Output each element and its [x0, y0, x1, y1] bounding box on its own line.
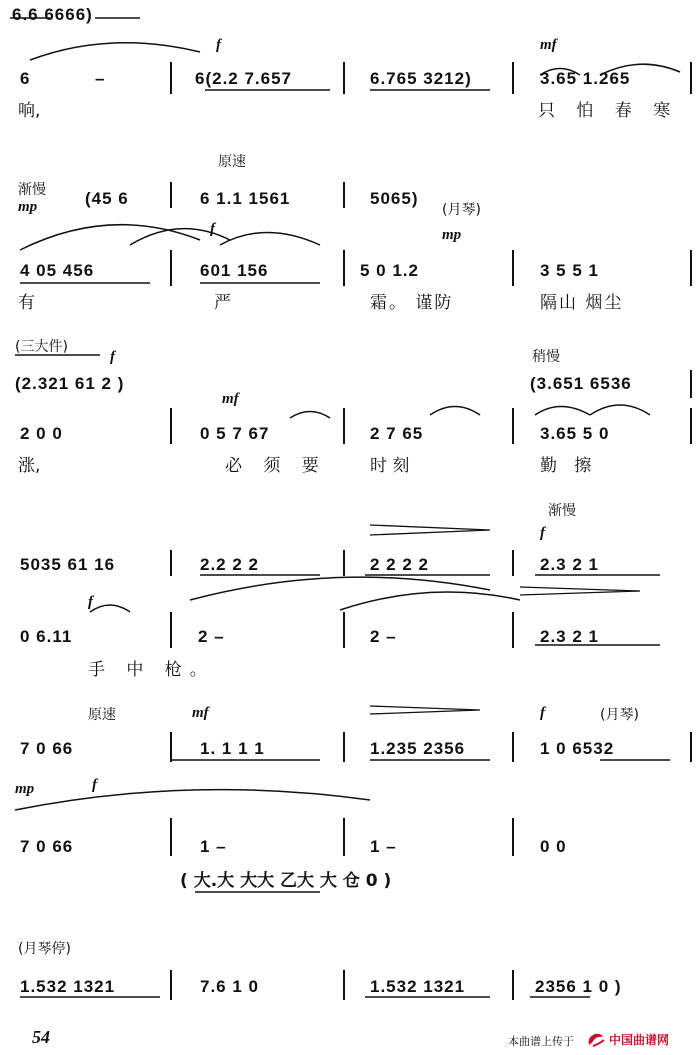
lyrics: 隔山 烟尘: [540, 293, 624, 313]
note: 6 1.1 1561: [200, 189, 291, 208]
note: 3 5 5 1: [540, 261, 599, 280]
note: (45 6: [85, 189, 129, 208]
dynamic-mf: mf: [192, 705, 209, 721]
note: 7 0 66: [20, 739, 74, 758]
dynamic-f: f: [540, 705, 545, 721]
top-notes: 6.6 6666): [12, 5, 93, 24]
lyrics: 响,: [18, 101, 41, 121]
barline: [690, 62, 692, 94]
barline: [170, 550, 172, 576]
note: –: [95, 69, 106, 88]
note: 4 05 456: [20, 261, 95, 280]
instrument-label: (月琴): [442, 202, 481, 218]
barline: [343, 818, 345, 856]
barline: [512, 250, 514, 286]
page-number: 54: [32, 1027, 50, 1047]
barline: [343, 408, 345, 444]
note: 6: [20, 69, 31, 88]
note: 6.765 3212): [370, 69, 472, 88]
note: 1.532 1321: [370, 977, 466, 996]
barline: [512, 408, 514, 444]
note: (2.321 61 2 ): [15, 374, 125, 393]
note: 0 6.11: [20, 627, 73, 646]
barline: [690, 408, 692, 444]
note: 5 0 1.2: [360, 261, 419, 280]
barline: [690, 732, 692, 762]
dynamic-f: f: [88, 594, 93, 610]
tempo-mark: 渐慢: [18, 182, 46, 198]
dynamic-mf: mf: [540, 37, 557, 53]
lyrics: 严: [214, 293, 231, 313]
note: 2.2 2 2: [200, 555, 259, 574]
barline: [343, 250, 345, 286]
note: 0 0: [540, 837, 567, 856]
note: 1.532 1321: [20, 977, 116, 996]
barline: [170, 250, 172, 286]
lyrics: 有: [18, 293, 35, 313]
note: 2 –: [370, 627, 397, 646]
percussion-pattern: ( 大.大 大大 乙大 大 仓 0 ): [180, 871, 392, 891]
dynamic-mp: mp: [442, 227, 462, 243]
dynamic-f: f: [216, 37, 221, 53]
lyrics: 手 中 枪。: [88, 660, 215, 680]
barline: [170, 970, 172, 1000]
barline: [170, 408, 172, 444]
dynamic-mf: mf: [222, 391, 239, 407]
note: 6(2.2 7.657: [195, 69, 293, 88]
site-logo-icon: [585, 1031, 607, 1049]
dynamic-f: f: [210, 221, 215, 237]
lyrics: 霜。 谨防: [370, 293, 454, 313]
note: (3.651 6536: [530, 374, 632, 393]
barline: [170, 732, 172, 762]
note: 2 0 0: [20, 424, 63, 443]
barline: [343, 732, 345, 762]
barline: [343, 612, 345, 648]
barline: [170, 62, 172, 94]
note: 3.65 5 0: [540, 424, 610, 443]
barline: [512, 612, 514, 648]
note: 0 5 7 67: [200, 424, 270, 443]
dynamic-f: f: [540, 525, 545, 541]
note: 2 –: [198, 627, 225, 646]
barline: [170, 818, 172, 856]
dynamic-f: f: [110, 349, 115, 365]
barline: [343, 550, 345, 576]
barline: [690, 250, 692, 286]
note: 1. 1 1 1: [200, 739, 265, 758]
note: 7.6 1 0: [200, 977, 259, 996]
note: 2.3 2 1: [540, 555, 599, 574]
note: 1 –: [370, 837, 397, 856]
barline: [343, 970, 345, 1000]
note: 5035 61 16: [20, 555, 116, 574]
note: 1.235 2356: [370, 739, 466, 758]
dynamic-mp: mp: [18, 199, 38, 215]
barline: [343, 182, 345, 208]
tempo-mark: 原速: [218, 154, 246, 170]
barline: [170, 612, 172, 648]
note: 7 0 66: [20, 837, 74, 856]
note: 2.3 2 1: [540, 627, 599, 646]
barline: [343, 62, 345, 94]
instrument-label: (月琴): [600, 707, 639, 723]
note: 601 156: [200, 261, 269, 280]
barline: [512, 62, 514, 94]
barline: [690, 370, 692, 398]
site-name-link[interactable]: 中国曲谱网: [609, 1033, 670, 1047]
upload-note: 本曲谱上传于: [508, 1035, 574, 1048]
note: 2 7 65: [370, 424, 424, 443]
tempo-mark: 原速: [88, 707, 116, 723]
tempo-mark: 渐慢: [548, 503, 576, 519]
barline: [512, 732, 514, 762]
dynamic-f: f: [92, 777, 97, 793]
lyrics: 只 怕 春 寒: [538, 101, 679, 121]
instrument-label: (月琴停): [18, 941, 71, 957]
lyrics: 必 须 要: [225, 456, 327, 476]
note: 2356 1 0 ): [535, 977, 622, 996]
note: 5065): [370, 189, 419, 208]
instrument-label: (三大件): [15, 339, 68, 355]
note: 2 2 2 2: [370, 555, 429, 574]
barline: [512, 818, 514, 856]
note: 3.65 1.265: [540, 69, 631, 88]
barline: [512, 970, 514, 1000]
barline: [170, 182, 172, 208]
note: 1 0 6532: [540, 739, 615, 758]
lyrics: 勤 擦: [540, 456, 598, 476]
lyrics: 时 刻: [370, 456, 410, 476]
lyrics: 涨,: [18, 456, 41, 476]
tempo-mark: 稍慢: [532, 349, 560, 365]
note: 1 –: [200, 837, 227, 856]
dynamic-mp: mp: [15, 781, 35, 797]
barline: [512, 550, 514, 576]
